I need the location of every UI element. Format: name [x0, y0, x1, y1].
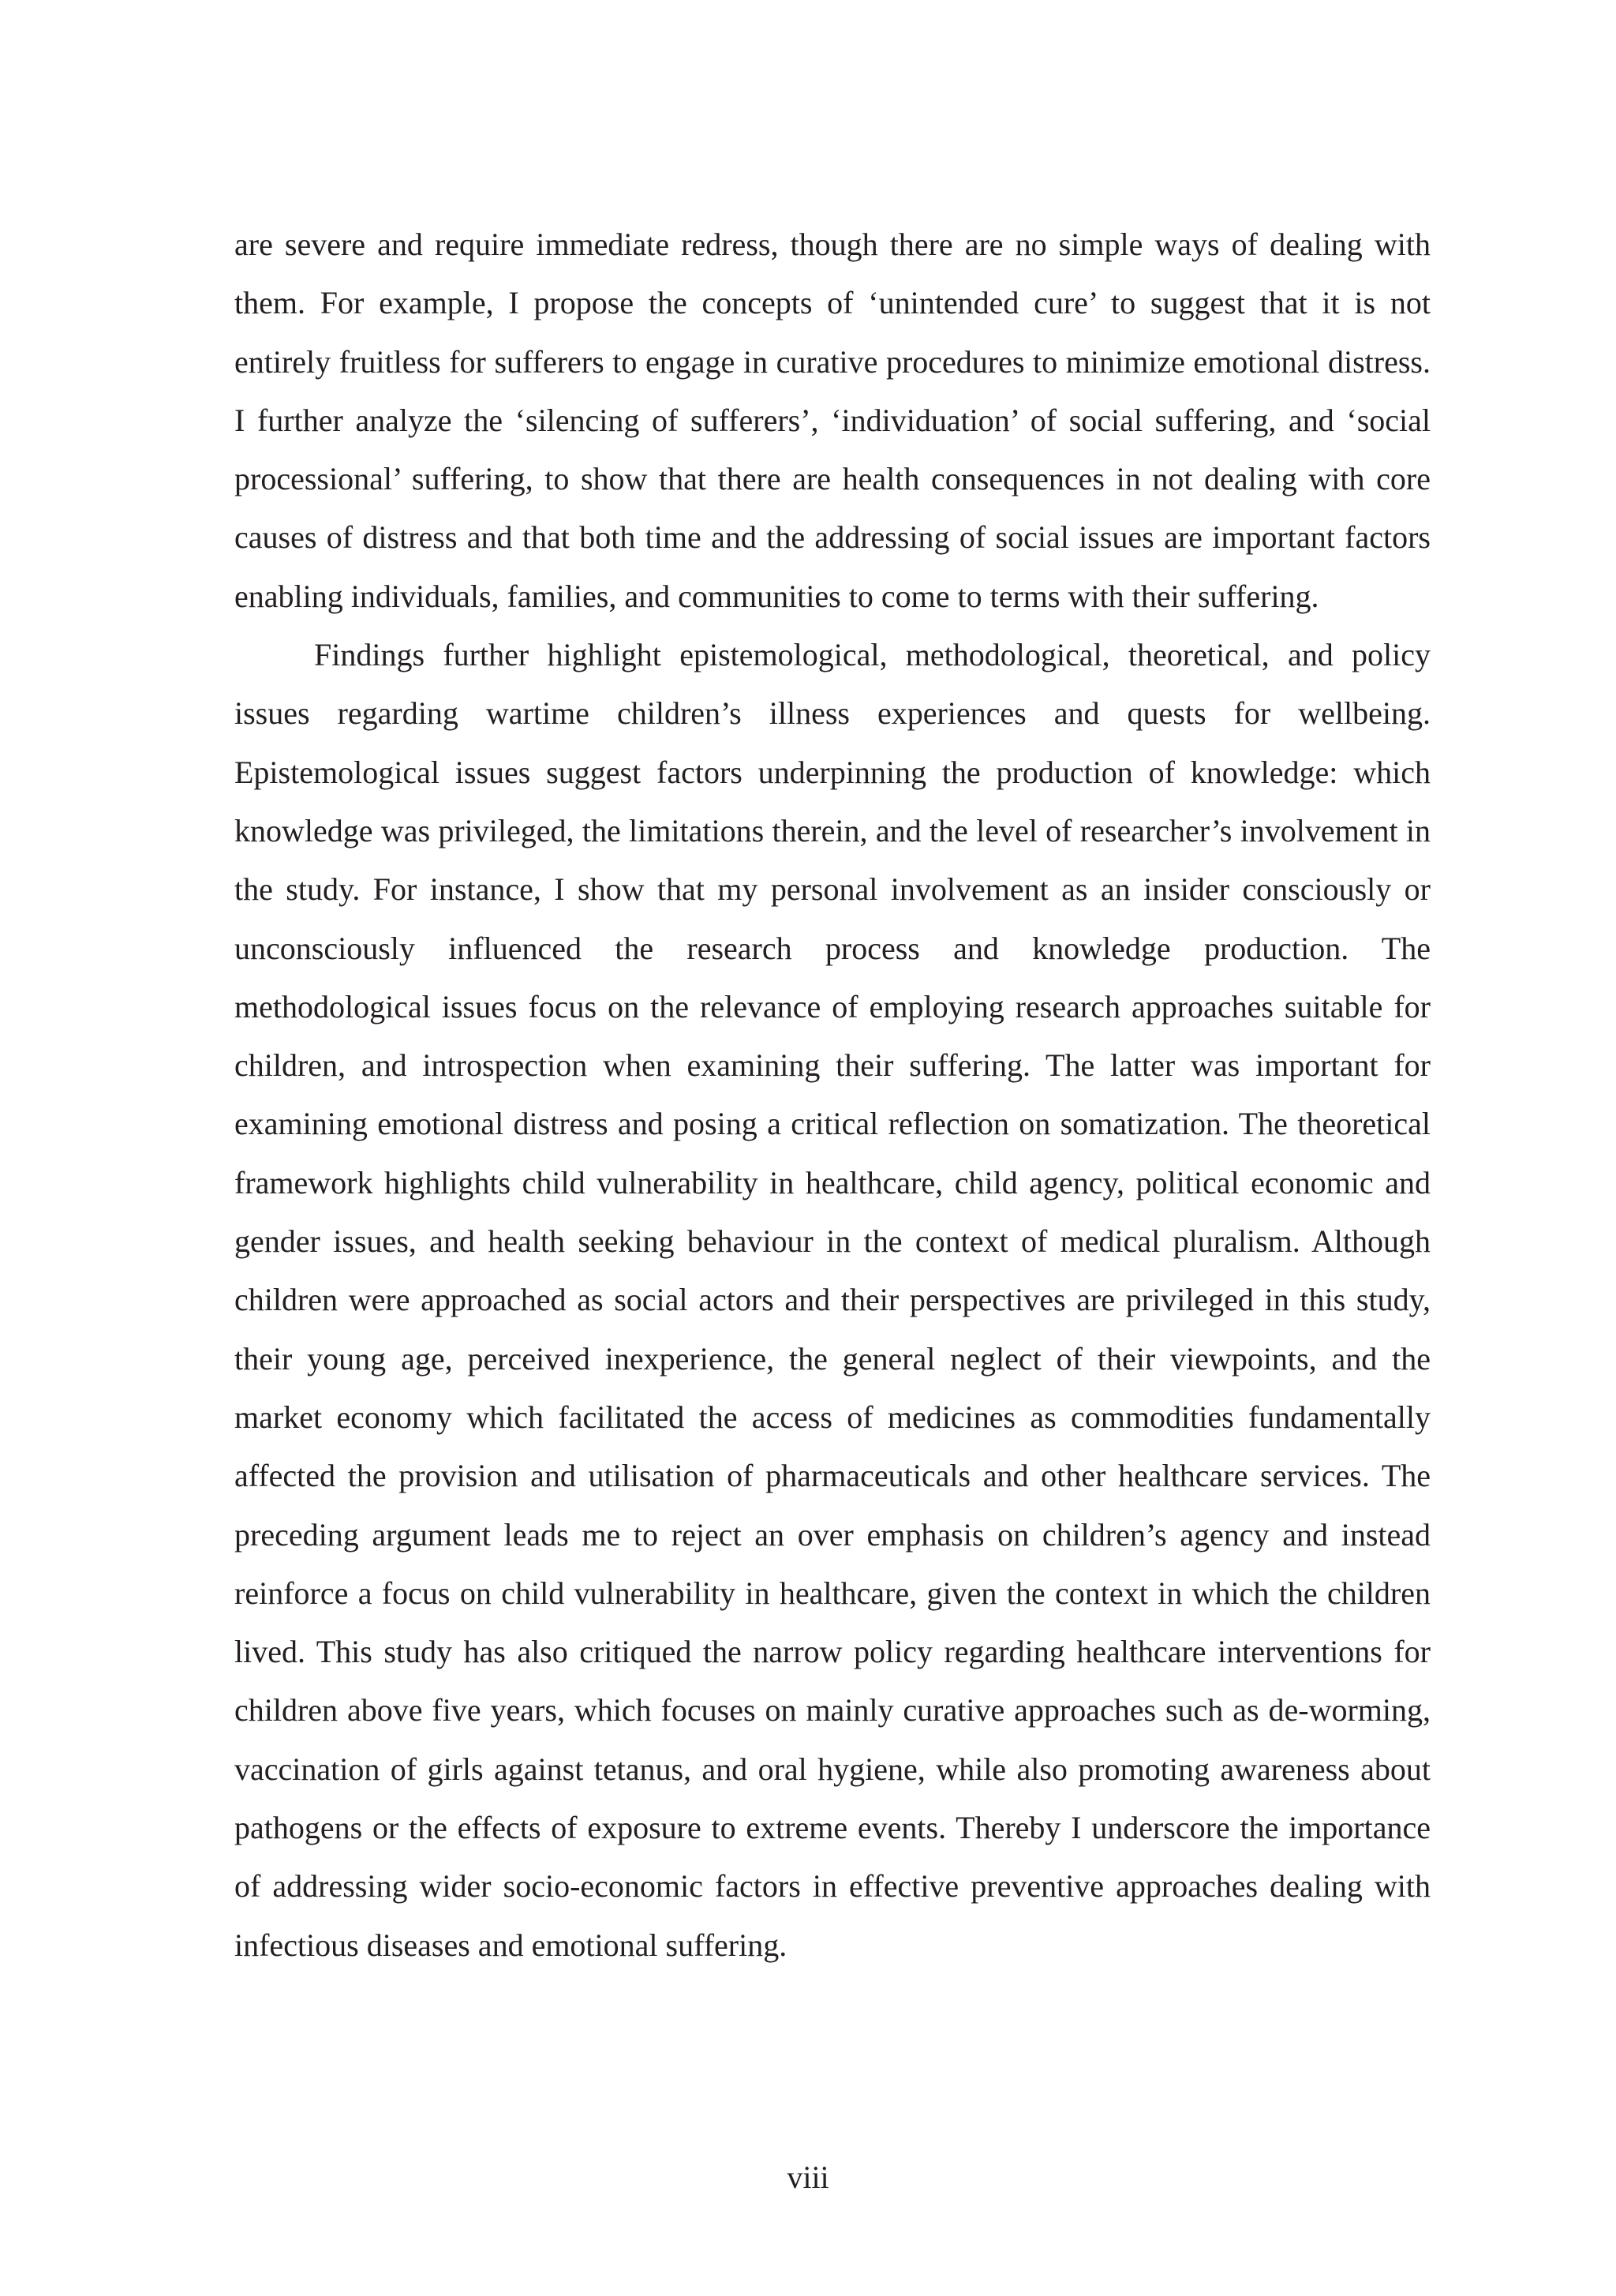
page-number: viii — [787, 2159, 829, 2195]
body-text — [234, 215, 1431, 1975]
paragraph-findings: Findings further highlight epistemological, methodological, theoretical, and policy issues regarding wartime children’s illness experiences and quests for wellbeing. Epistemological issues suggest factors underpinning the production of knowledge: which knowledge was privileged, the limitations therein, and the level of researcher’s involvement in the study. For instance, I show that my personal involvement as an insider consciously or unconsciously influenced the research process and knowledge production. The methodological issues focus on the relevance of employing research approaches suitable for children, and introspection when examining their suffering. The latter was important for examining emotional distress and posing a critical reflection on somatization. The theoretical framework highlights child vulnerability in healthcare, child agency, political economic and gender issues, and health seeking behaviour in the context of medical pluralism. Although children were approached as social actors and their perspectives are privileged in this study, their young age, perceived inexperience, the general neglect of their viewpoints, and the market economy which facilitated the access of medicines as commodities fundamentally affected the provision and utilisation of pharmaceuticals and other healthcare services. The preceding argument leads me to reject an over emphasis on children’s agency and instead reinforce a focus on child vulnerability in healthcare, given the context in which the children lived. This study has also critiqued the narrow policy regarding healthcare interventions for children above five years, which focuses on mainly curative approaches such as de-worming, vaccination of girls against tetanus, and oral hygiene, while also promoting awareness about pathogens or the effects of exposure to extreme events. Thereby I underscore the importance of addressing wider socio-economic factors in effective preventive approaches dealing with infectious diseases and emotional suffering. — [234, 637, 1431, 1963]
paragraph-continued: are severe and require immediate redress, though there are no simple ways of dealing with them. For example, I propose the concepts of ‘unintended cure’ to suggest that it is not entirely fruitless for sufferers to engage in curative procedures to minimize emotional distress. I further analyze the ‘silencing of sufferers’, ‘individuation’ of social suffering, and ‘social processional’ suffering, to show that there are health consequences in not dealing with core causes of distress and that both time and the addressing of social issues are important factors enabling individuals, families, and communities to come to terms with their suffering. — [234, 227, 1431, 614]
